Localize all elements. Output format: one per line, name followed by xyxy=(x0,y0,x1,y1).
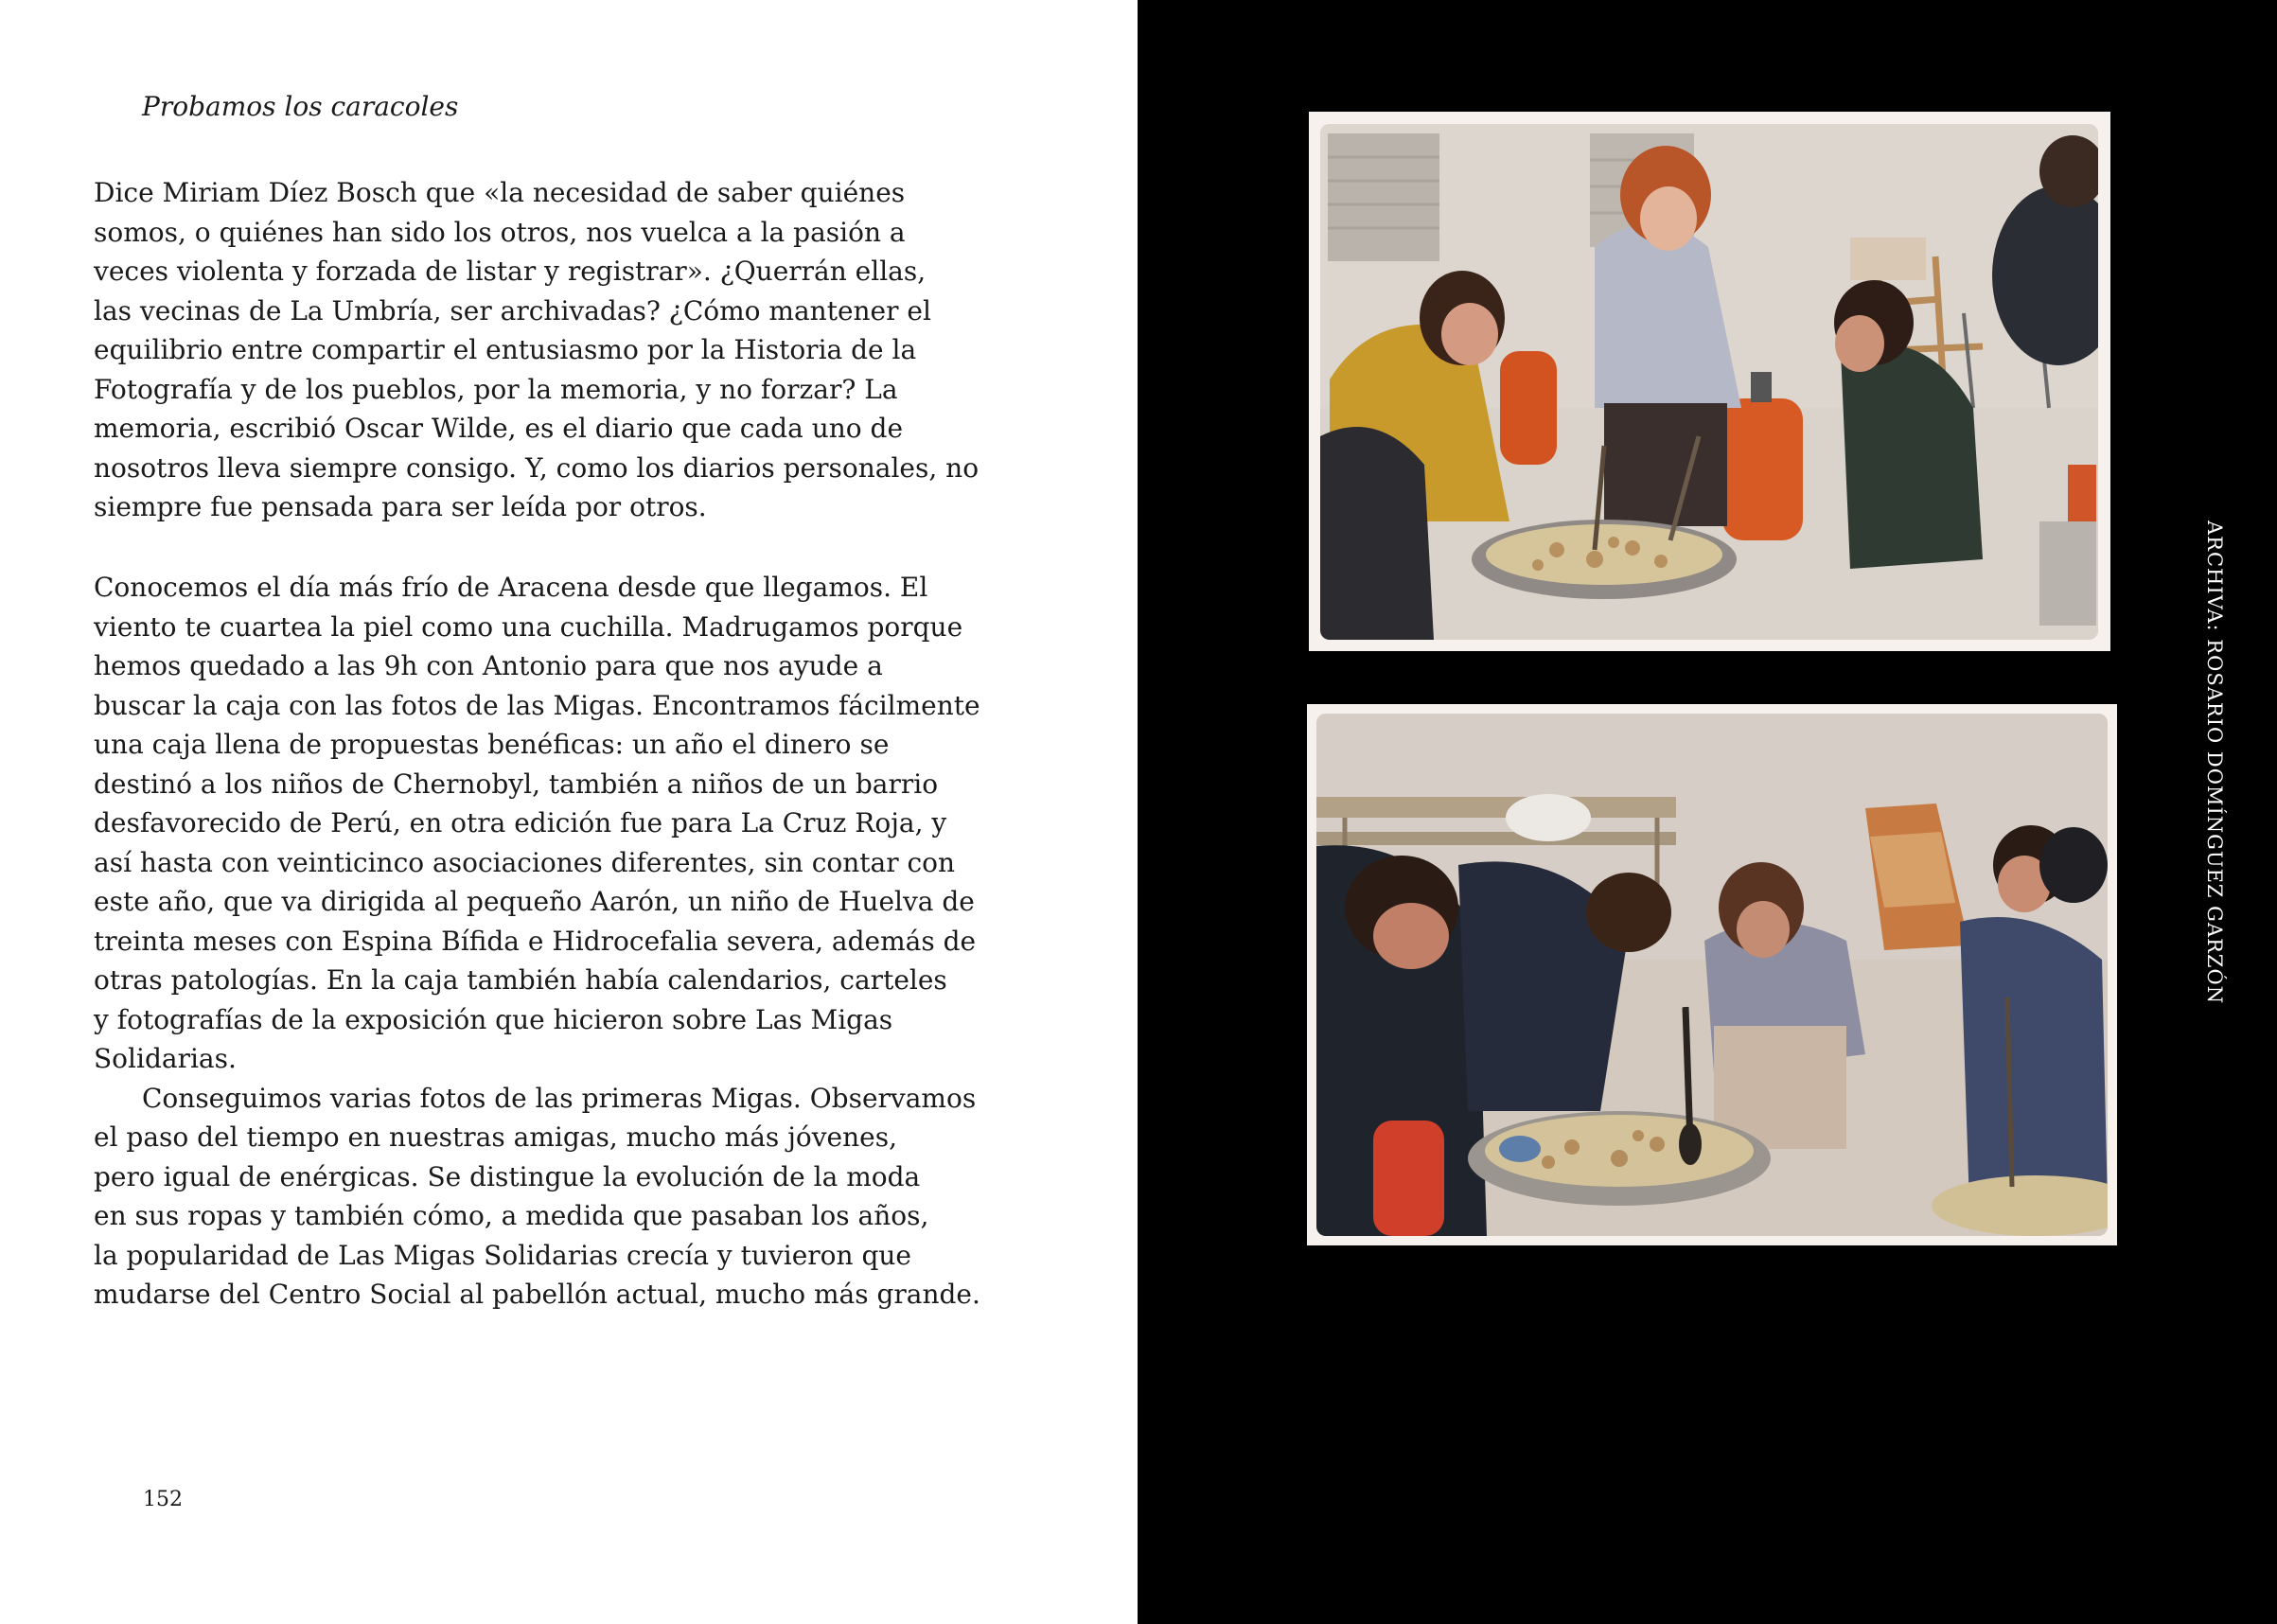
text-line: memoria, escribió Oscar Wilde, es el diario que cada uno de xyxy=(94,413,904,444)
text-line: Conocemos el día más frío de Aracena desde que llegamos. El xyxy=(94,572,928,603)
text-line: desfavorecido de Perú, en otra edición fue para La Cruz Roja, y xyxy=(94,807,947,838)
text-line: en sus ropas y también cómo, a medida que pasaban los años, xyxy=(94,1200,929,1231)
text-line: veces violenta y forzada de listar y registrar». ¿Querrán ellas, xyxy=(94,256,927,287)
section-heading: Probamos los caracoles xyxy=(142,91,459,122)
page-number: 152 xyxy=(143,1488,183,1511)
text-line: una caja llena de propuestas benéficas: un año el dinero se xyxy=(94,729,890,760)
text-line: y fotografías de la exposición que hicieron sobre Las Migas xyxy=(94,1003,893,1035)
text-line: nosotros lleva siempre consigo. Y, como los diarios personales, no xyxy=(94,451,980,484)
text-line: destinó a los niños de Chernobyl, también a niños de un barrio xyxy=(94,768,939,800)
text-line: pero igual de enérgicas. Se distingue la evolución de la moda xyxy=(94,1160,921,1192)
archive-photo-cooking-2 xyxy=(1307,704,2117,1245)
text-line: somos, o quiénes han sido los otros, nos vuelca a la pasión a xyxy=(94,216,906,248)
text-line: treinta meses con Espina Bífida e Hidrocefalia severa, además de xyxy=(94,925,977,957)
paragraph-2 xyxy=(94,568,1040,1315)
photo-credit: ARCHIVA: ROSARIO DOMÍNGUEZ GARZÓN xyxy=(2203,521,2226,1005)
text-line: este año, que va dirigida al pequeño Aarón, un niño de Huelva de xyxy=(94,886,975,917)
text-line: Dice Miriam Díez Bosch que «la necesidad de saber quiénes xyxy=(94,177,906,208)
text-line: buscar la caja con las fotos de las Migas. Encontramos fácilmente xyxy=(94,689,980,721)
photo-2-image xyxy=(1316,714,2108,1236)
text-line: la popularidad de Las Migas Solidarias crecía y tuvieron que xyxy=(94,1239,911,1271)
right-page xyxy=(1138,0,2277,1624)
text-line: Conseguimos varias fotos de las primeras Migas. Observamos xyxy=(142,1082,977,1114)
photo-1-image xyxy=(1320,124,2098,640)
text-line: viento te cuartea la piel como una cuchilla. Madrugamos porque xyxy=(94,610,963,643)
text-line: hemos quedado a las 9h con Antonio para que nos ayude a xyxy=(94,650,883,681)
text-line: mudarse del Centro Social al pabellón actual, mucho más grande. xyxy=(94,1279,980,1310)
text-line: el paso del tiempo en nuestras amigas, mucho más jóvenes, xyxy=(94,1121,897,1153)
text-line: así hasta con veinticinco asociaciones diferentes, sin contar con xyxy=(94,846,956,878)
text-line: equilibrio entre compartir el entusiasmo por la Historia de la xyxy=(94,334,917,365)
archive-photo-cooking-1 xyxy=(1309,112,2110,651)
paragraph-1 xyxy=(94,173,1040,527)
text-line: Fotografía y de los pueblos, por la memoria, y no forzar? La xyxy=(94,373,898,405)
text-line: las vecinas de La Umbría, ser archivadas? ¿Cómo mantener el xyxy=(94,294,931,327)
left-page xyxy=(0,0,1138,1624)
text-line: Solidarias. xyxy=(94,1043,237,1074)
text-line: otras patologías. En la caja también había calendarios, carteles xyxy=(94,964,947,996)
text-line: siempre fue pensada para ser leída por otros. xyxy=(94,491,707,522)
